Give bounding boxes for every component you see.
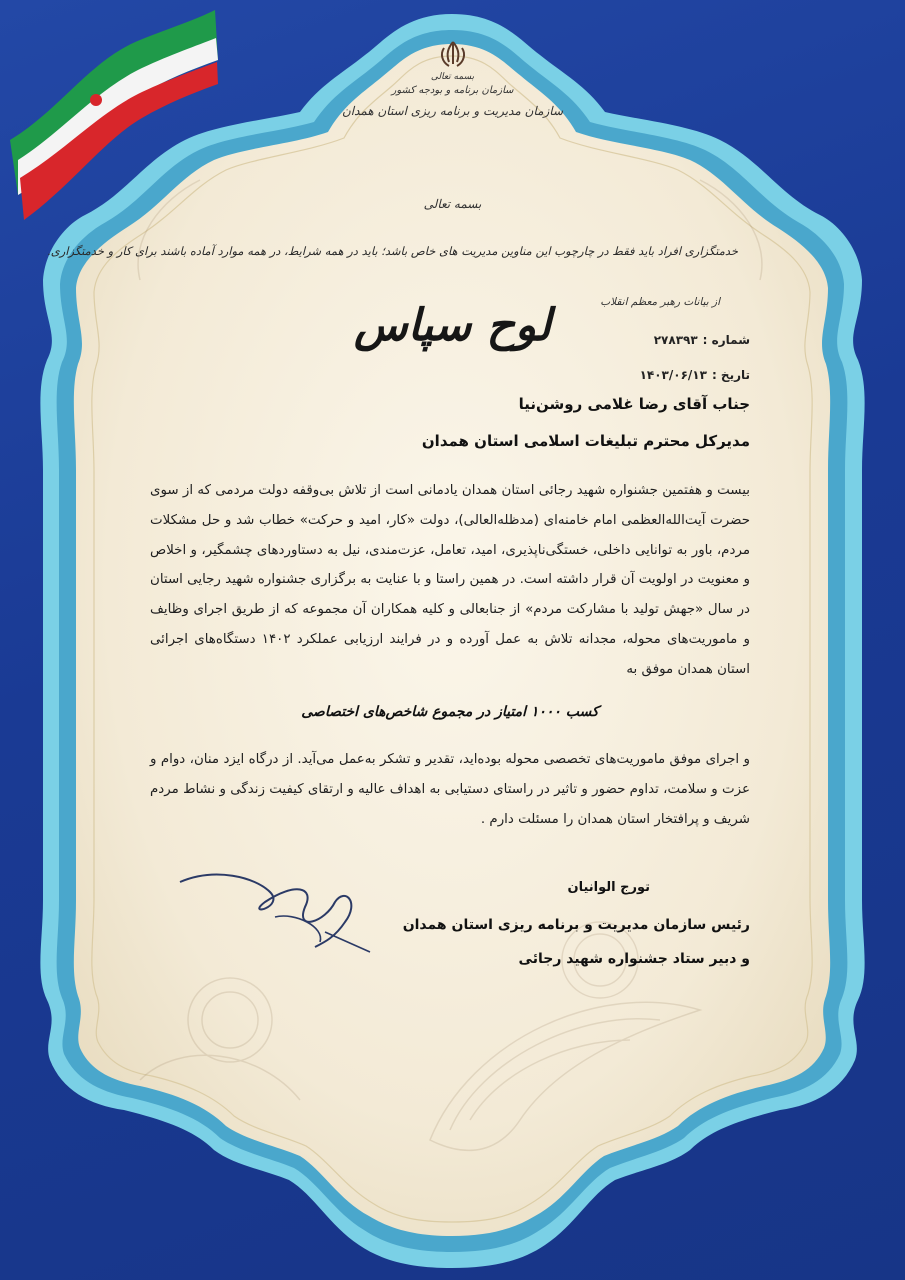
letter-date-label: تاریخ :	[711, 368, 750, 382]
body-paragraph-2: و اجرای موفق ماموریت‌های تخصصی محوله بوده‌اید، تقدیر و تشکر به‌عمل می‌آید. از درگاه ایزد منان، دوام و عزت و سلامت، تداوم حضور و تاثیر در راستای دستیابی به اهداف عالیه و ارتقای کیفیت زندگی و نشاط مردم شریف و پرافتخار استان همدان را مسئلت دارم .	[150, 752, 750, 827]
header-organization: سازمان برنامه و بودجه کشور	[391, 85, 514, 96]
quote-source: از بیانات رهبر معظم انقلاب	[600, 296, 720, 308]
body-paragraph-1: بیست و هفتمین جشنواره شهید رجائی استان همدان یادمانی است از تلاش بی‌وقفه دولت مردمی که از سوی حضرت آیت‌الله‌العظمی امام خامنه‌ای (مدظله‌العالی)، دولت «کار، امید و حرکت» خطاب شد و حل مشکلات مردم، باور به توانایی داخلی، خستگی‌ناپذیری، امید، تعامل، عزت‌مندی، نیل به دستاوردهای چشمگیر، و اخلاص و معنویت در اولویت آن قرار داشته است. در همین راستا و با عنایت به برگزاری جشنواره شهید رجایی استان در سال «جهش تولید با مشارکت مردم» از جنابعالی و کلیه همکاران آن مجموعه که از طریق اجرای وظایف و ماموریت‌های محوله، مجدانه تلاش به عمل آورده و در فرایند ارزیابی عملکرد ۱۴۰۲ دستگاه‌های اجرائی استان همدان موفق به	[150, 483, 750, 677]
letter-number-value: ۲۷۸۳۹۳	[653, 333, 698, 347]
invocation-text: بسمه تعالی	[423, 197, 482, 211]
signatory-name: تورج الوانیان	[567, 880, 650, 895]
leader-quote: خدمتگزاری افراد باید فقط در چارچوب این مناوین مدیریت های خاص باشد؛ باید در همه شرایط، در همه موارد آماده باشند برای کار و خدمتگزاری.	[47, 244, 738, 258]
recipient-position: مدیرکل محترم تبلیغات اسلامی استان همدان	[421, 432, 750, 450]
header-provincial-organization: سازمان مدیریت و برنامه ریزی استان همدان	[341, 104, 564, 118]
signatory-title-secondary: و دبیر ستاد جشنواره شهید رجائی	[518, 951, 750, 967]
letter-number	[600, 333, 750, 347]
letter-date-value: ۱۴۰۳/۰۶/۱۳	[639, 368, 707, 382]
achievement-line: کسب ۱۰۰۰ امتیاز در مجموع شاخص‌های اختصاصی	[301, 704, 599, 720]
letter-number-label: شماره :	[702, 333, 750, 347]
certificate-title: لوح سپاس	[353, 300, 552, 351]
header-invocation: بسمه تعالی	[430, 72, 475, 82]
recipient-name: جناب آقای رضا غلامی روشن‌نیا	[518, 395, 750, 413]
letter-date	[600, 368, 750, 382]
signatory-title: رئیس سازمان مدیریت و برنامه ریزی استان همدان	[402, 917, 750, 933]
